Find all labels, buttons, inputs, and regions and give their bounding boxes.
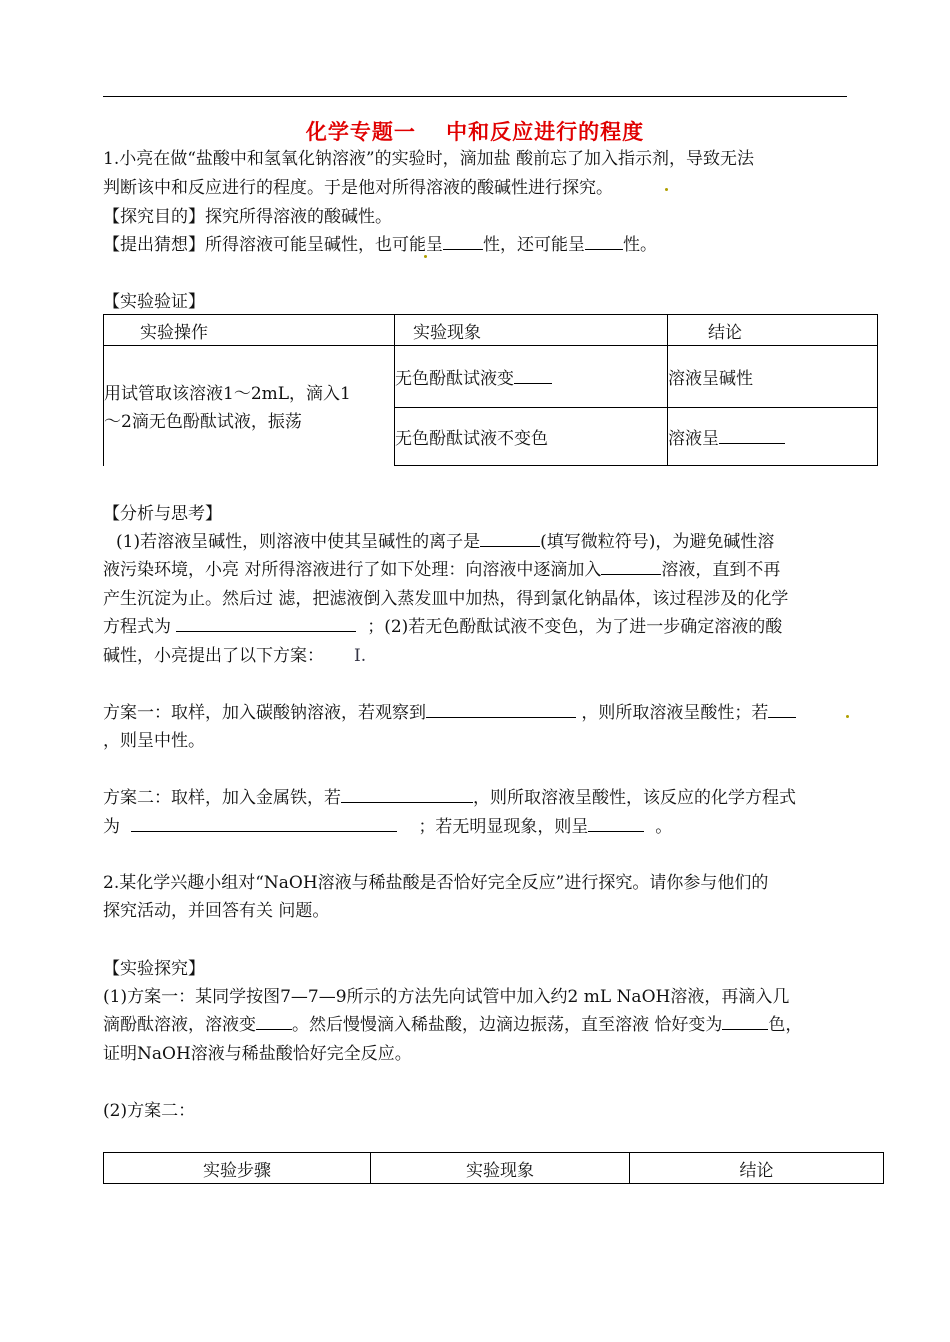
plan2-table xyxy=(103,1152,884,1184)
analysis-line1 xyxy=(116,530,774,554)
q2-p1-l2b: 。然后慢慢滴入稀盐酸，边滴边振荡，直至溶液 恰好变为 xyxy=(292,1015,723,1035)
top-rule xyxy=(103,96,847,97)
ion-blank[interactable] xyxy=(480,530,540,547)
q2-intro-line1: 2.某化学兴趣小组对“NaOH溶液与稀盐酸是否恰好完全反应”进行探究。请你参与他们的 xyxy=(103,873,769,893)
row1-conclusion: 溶液呈碱性 xyxy=(668,346,878,408)
plan1-b: ，则所取溶液呈酸性；若 xyxy=(581,703,769,723)
plan1-line xyxy=(103,701,796,725)
analysis-l4b: ；(2)若无色酚酞试液不变色，为了进一步确定溶液的酸 xyxy=(367,617,783,637)
guess-text-a: 【提出猜想】所得溶液可能呈碱性，也可能呈 xyxy=(103,235,443,255)
verify-table xyxy=(103,314,878,466)
guess-blank-2[interactable] xyxy=(585,233,623,250)
explore-heading: 【实验探究】 xyxy=(103,959,205,979)
analysis-line5 xyxy=(103,644,366,668)
analysis-heading: 【分析与思考】 xyxy=(103,504,222,524)
analysis-l2a: 液污染环境，小亮 对所得溶液进行了如下处理：向溶液中逐滴加入 xyxy=(103,560,602,580)
stray-dot xyxy=(846,715,849,718)
plan2-a: 方案二：取样，加入金属铁，若 xyxy=(103,788,341,808)
row2-conclusion-cell xyxy=(668,408,878,466)
plan2-d: ；若无明显现象，则呈 xyxy=(418,817,589,837)
reagent-blank[interactable] xyxy=(601,558,661,575)
equation-blank-1[interactable] xyxy=(176,615,356,632)
plan1-blank-2[interactable] xyxy=(768,701,796,718)
q2-p2: (2)方案二： xyxy=(103,1101,196,1121)
analysis-line3: 产生沉淀为止。然后过 滤，把滤液倒入蒸发皿中加热，得到氯化钠晶体，该过程涉及的化学 xyxy=(103,589,789,609)
row2-conclusion: 溶液呈 xyxy=(668,429,719,449)
q2-p1-l2c: 色， xyxy=(768,1015,803,1035)
analysis-line2 xyxy=(103,558,780,582)
plan2-b: ，则所取溶液呈酸性，该反应的化学方程式 xyxy=(473,788,796,808)
plan1-line2: ，则呈中性。 xyxy=(103,731,205,751)
q1-guess xyxy=(103,233,657,257)
plan2-header-phenomenon: 实验现象 xyxy=(371,1153,630,1184)
plan1-a: 方案一：取样，加入碳酸钠溶液，若观察到 xyxy=(103,703,426,723)
color-blank-2[interactable] xyxy=(722,1013,768,1030)
plan2-header-steps: 实验步骤 xyxy=(104,1153,371,1184)
q2-p1-line2 xyxy=(103,1013,802,1037)
guess-text-b: 性，还可能呈 xyxy=(483,235,585,255)
color-blank-1[interactable] xyxy=(256,1013,292,1030)
row2-conclusion-blank[interactable] xyxy=(719,427,785,444)
plan1-blank-1[interactable] xyxy=(426,701,576,718)
plan2-header-conclusion: 结论 xyxy=(630,1153,884,1184)
q1-intro-line1: 1.小亮在做“盐酸中和氢氧化钠溶液”的实验时，滴加盐 酸前忘了加入指示剂，导致无法 xyxy=(103,149,755,169)
analysis-line4 xyxy=(103,615,782,639)
operation-line2: ～2滴无色酚酞试液，振荡 xyxy=(104,412,302,432)
plan2-line1 xyxy=(103,786,796,810)
plan2-line2 xyxy=(103,815,672,839)
plan2-equation-blank[interactable] xyxy=(131,815,397,832)
stray-dot xyxy=(665,188,668,191)
plan2-blank-2[interactable] xyxy=(588,815,644,832)
page-title: 化学专题一 中和反应进行的程度 xyxy=(305,120,645,144)
row2-phenomenon: 无色酚酞试液不变色 xyxy=(395,408,668,466)
q2-intro-line2: 探究活动，并回答有关 问题。 xyxy=(103,901,330,921)
analysis-l5: 碱性，小亮提出了以下方案： xyxy=(103,646,324,666)
guess-blank-1[interactable] xyxy=(443,233,483,250)
plan2-c: 为 xyxy=(103,817,120,837)
verify-header-conclusion: 结论 xyxy=(668,315,878,346)
row1-phenomenon-blank[interactable] xyxy=(514,367,552,384)
plan2-e: 。 xyxy=(655,817,673,837)
verify-heading: 【实验验证】 xyxy=(103,292,205,312)
q2-p1-line1: (1)方案一：某同学按图7—7—9所示的方法先向试管中加入约2 mL NaOH溶液，再滴入几 xyxy=(103,987,790,1007)
analysis-l4a: 方程式为 xyxy=(103,617,171,637)
q2-p1-line3: 证明NaOH溶液与稀盐酸恰好完全反应。 xyxy=(103,1044,412,1064)
row1-phenomenon: 无色酚酞试液变 xyxy=(395,369,514,389)
q1-purpose: 【探究目的】探究所得溶液的酸碱性。 xyxy=(103,207,392,227)
guess-text-c: 性。 xyxy=(623,235,657,255)
analysis-l5-mark: I. xyxy=(354,646,367,666)
stray-dot xyxy=(424,255,427,258)
analysis-l1b: (填写微粒符号)，为避免碱性溶 xyxy=(540,532,775,552)
verify-header-operation: 实验操作 xyxy=(104,315,395,346)
verify-header-phenomenon: 实验现象 xyxy=(395,315,668,346)
analysis-l2b: 溶液，直到不再 xyxy=(661,560,781,580)
q1-intro-line2: 判断该中和反应进行的程度。于是他对所得溶液的酸碱性进行探究。 xyxy=(103,178,613,198)
verify-operation-cell xyxy=(104,346,395,466)
operation-line1: 用试管取该溶液1～2mL，滴入1 xyxy=(104,384,351,404)
analysis-l1a: (1)若溶液呈碱性，则溶液中使其呈碱性的离子是 xyxy=(116,532,481,552)
row1-phenomenon-cell xyxy=(395,346,668,408)
plan2-blank-1[interactable] xyxy=(341,786,473,803)
q2-p1-l2a: 滴酚酞溶液，溶液变 xyxy=(103,1015,256,1035)
